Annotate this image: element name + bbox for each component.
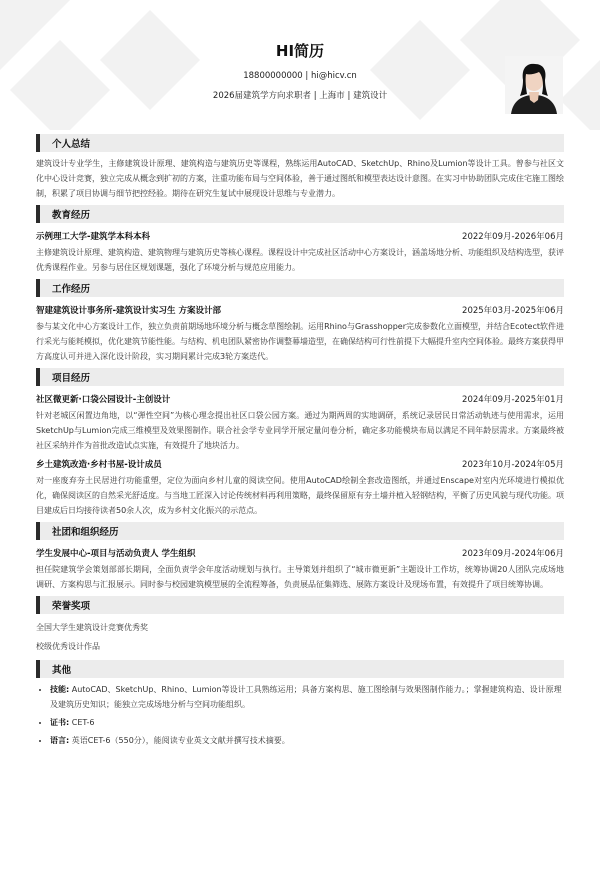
- entry-description: 对一座废弃夯土民居进行功能重塑，定位为面向乡村儿童的阅读空间。使用AutoCAD绘制全套改造图纸，并通过Enscape对室内光环境进行模拟优化，确保阅读区的自然采光舒适度。与当地工匠深入讨论传统材料再利用策略，最终保留原有夯土墙并植入轻钢结构，平衡了历史风貌与现代功能。项目建成后日均接待读者50余人次，成为乡村文化振兴的示范点。: [36, 476, 564, 515]
- section-header: [36, 660, 564, 678]
- item-label: 技能:: [50, 685, 70, 694]
- entry-description: 主修建筑设计原理、建筑构造、建筑物理与建筑历史等核心课程。课程设计中完成社区活动中心方案设计，涵盖场地分析、功能组织及结构选型，获评优秀课程作业。另参与居住区规划课题，强化了环境分析与规范应用能力。: [36, 248, 564, 272]
- section-title: 其他: [52, 665, 72, 676]
- section-title: 项目经历: [52, 373, 91, 384]
- item-text: CET-6: [71, 718, 95, 727]
- section-header: [36, 368, 564, 386]
- entry-organization: 示例理工大学-建筑学本科本科: [36, 232, 151, 242]
- item-text: AutoCAD、SketchUp、Rhino、Lumion等设计工具熟练运用；具备方案构思、施工图绘制与效果图制作能力。；掌握建筑构造、设计原理及建筑历史知识；能独立完成场地分析与空间功能组织。: [50, 685, 562, 709]
- section-header: [36, 522, 564, 540]
- entry-date: 2023年09月-2024年06月: [462, 549, 564, 559]
- list-item: [50, 682, 564, 712]
- section-title: 社团和组织经历: [52, 527, 119, 538]
- item-label: 证书:: [50, 718, 70, 727]
- award-item: 全国大学生建筑设计竞赛优秀奖: [36, 623, 148, 632]
- contact-info: 18800000000 | hi@hicv.cn: [243, 71, 357, 81]
- section-header: [36, 134, 564, 152]
- projects-section: [36, 368, 564, 518]
- project-entry-header: [36, 455, 564, 473]
- resume-body: [36, 134, 564, 752]
- others-section: [36, 660, 564, 748]
- list-item: [50, 733, 564, 748]
- award-item: 校级优秀设计作品: [36, 642, 100, 651]
- education-section: [36, 205, 564, 275]
- section-title: 工作经历: [52, 284, 91, 295]
- work-entry-header: [36, 301, 564, 319]
- entry-description: 参与某文化中心方案设计工作，独立负责前期场地环境分析与概念草图绘制。运用Rhino与Grasshopper完成参数化立面模型，并结合Ecotect软件进行采光与能耗模拟，优化建筑节能性能。与结构、机电团队紧密协作调整幕墙造型，在确保结构可行性前提下大幅提升室内空间体验。最终方案获得甲方高度认可并进入深化设计阶段，实习期间累计完成3轮方案迭代。: [36, 322, 564, 361]
- entry-date: 2025年03月-2025年06月: [462, 306, 564, 316]
- entry-date: 2023年10月-2024年05月: [462, 460, 564, 470]
- work-section: [36, 279, 564, 364]
- awards-section: [36, 596, 564, 656]
- section-title: 个人总结: [52, 139, 91, 150]
- entry-organization: 乡土建筑改造·乡村书屋-设计成员: [36, 460, 162, 470]
- entry-organization: 社区微更新·口袋公园设计-主创设计: [36, 395, 171, 405]
- list-item: [50, 715, 564, 730]
- item-label: 语言:: [50, 736, 70, 745]
- entry-date: 2024年09月-2025年01月: [462, 395, 564, 405]
- clubs-section: [36, 522, 564, 592]
- item-text: 英语CET-6（550分），能阅读专业英文文献并撰写技术摘要。: [71, 736, 290, 745]
- section-header: [36, 205, 564, 223]
- entry-organization: 智建建筑设计事务所-建筑设计实习生 方案设计部: [36, 306, 221, 316]
- summary-text: 建筑设计专业学生，主修建筑设计原理、建筑构造与建筑历史等课程，熟练运用AutoCAD、SketchUp、Rhino及Lumion等设计工具。曾参与社区文化中心设计竞赛，独立完成从概念到扩初的方案，注重功能布局与空间体验，善于通过图纸和模型表达设计意图。在实习中协助团队完成住宅施工图绘制，积累了项目协调与细节把控经验。期待在研究生复试中展现设计思维与专业潜力。: [36, 159, 564, 198]
- profile-photo: [505, 56, 563, 114]
- others-list: [36, 682, 564, 748]
- project-entry-header: [36, 390, 564, 408]
- entry-description: 针对老城区闲置边角地，以“弹性空间”为核心理念提出社区口袋公园方案。通过为期两周的实地调研，系统记录居民日常活动轨迹与使用需求，运用SketchUp与Lumion完成三维模型及效果图制作。联合社会学专业同学开展定量问卷分析，确定多功能模块布局以满足不同年龄层需求。方案最终被社区采纳并作为首批改造试点实施，有效提升了地块活力。: [36, 411, 564, 450]
- section-header: [36, 279, 564, 297]
- section-title: 教育经历: [52, 210, 91, 221]
- club-entry-header: [36, 544, 564, 562]
- summary-section: [36, 134, 564, 201]
- entry-date: 2022年09月-2026年06月: [462, 232, 564, 242]
- job-intent: 2026届建筑学方向求职者 | 上海市 | 建筑设计: [212, 91, 388, 101]
- resume-header: [0, 0, 600, 130]
- section-header: [36, 596, 564, 614]
- entry-organization: 学生发展中心-项目与活动负责人 学生组织: [36, 549, 196, 559]
- section-title: 荣誉奖项: [52, 601, 91, 612]
- education-entry-header: [36, 227, 564, 245]
- person-photo-icon: [505, 56, 563, 114]
- resume-name: HI简历: [275, 42, 325, 60]
- entry-description: 担任院建筑学会策划部部长期间，全面负责学会年度活动规划与执行。主导策划并组织了“城市微更新”主题设计工作坊，统筹协调20人团队完成场地调研、方案构思与汇报展示。同时参与校园建筑模型展的全流程筹备，负责展品征集筛选、展陈方案设计及现场布置，有效提升了项目统筹协调。: [36, 565, 564, 589]
